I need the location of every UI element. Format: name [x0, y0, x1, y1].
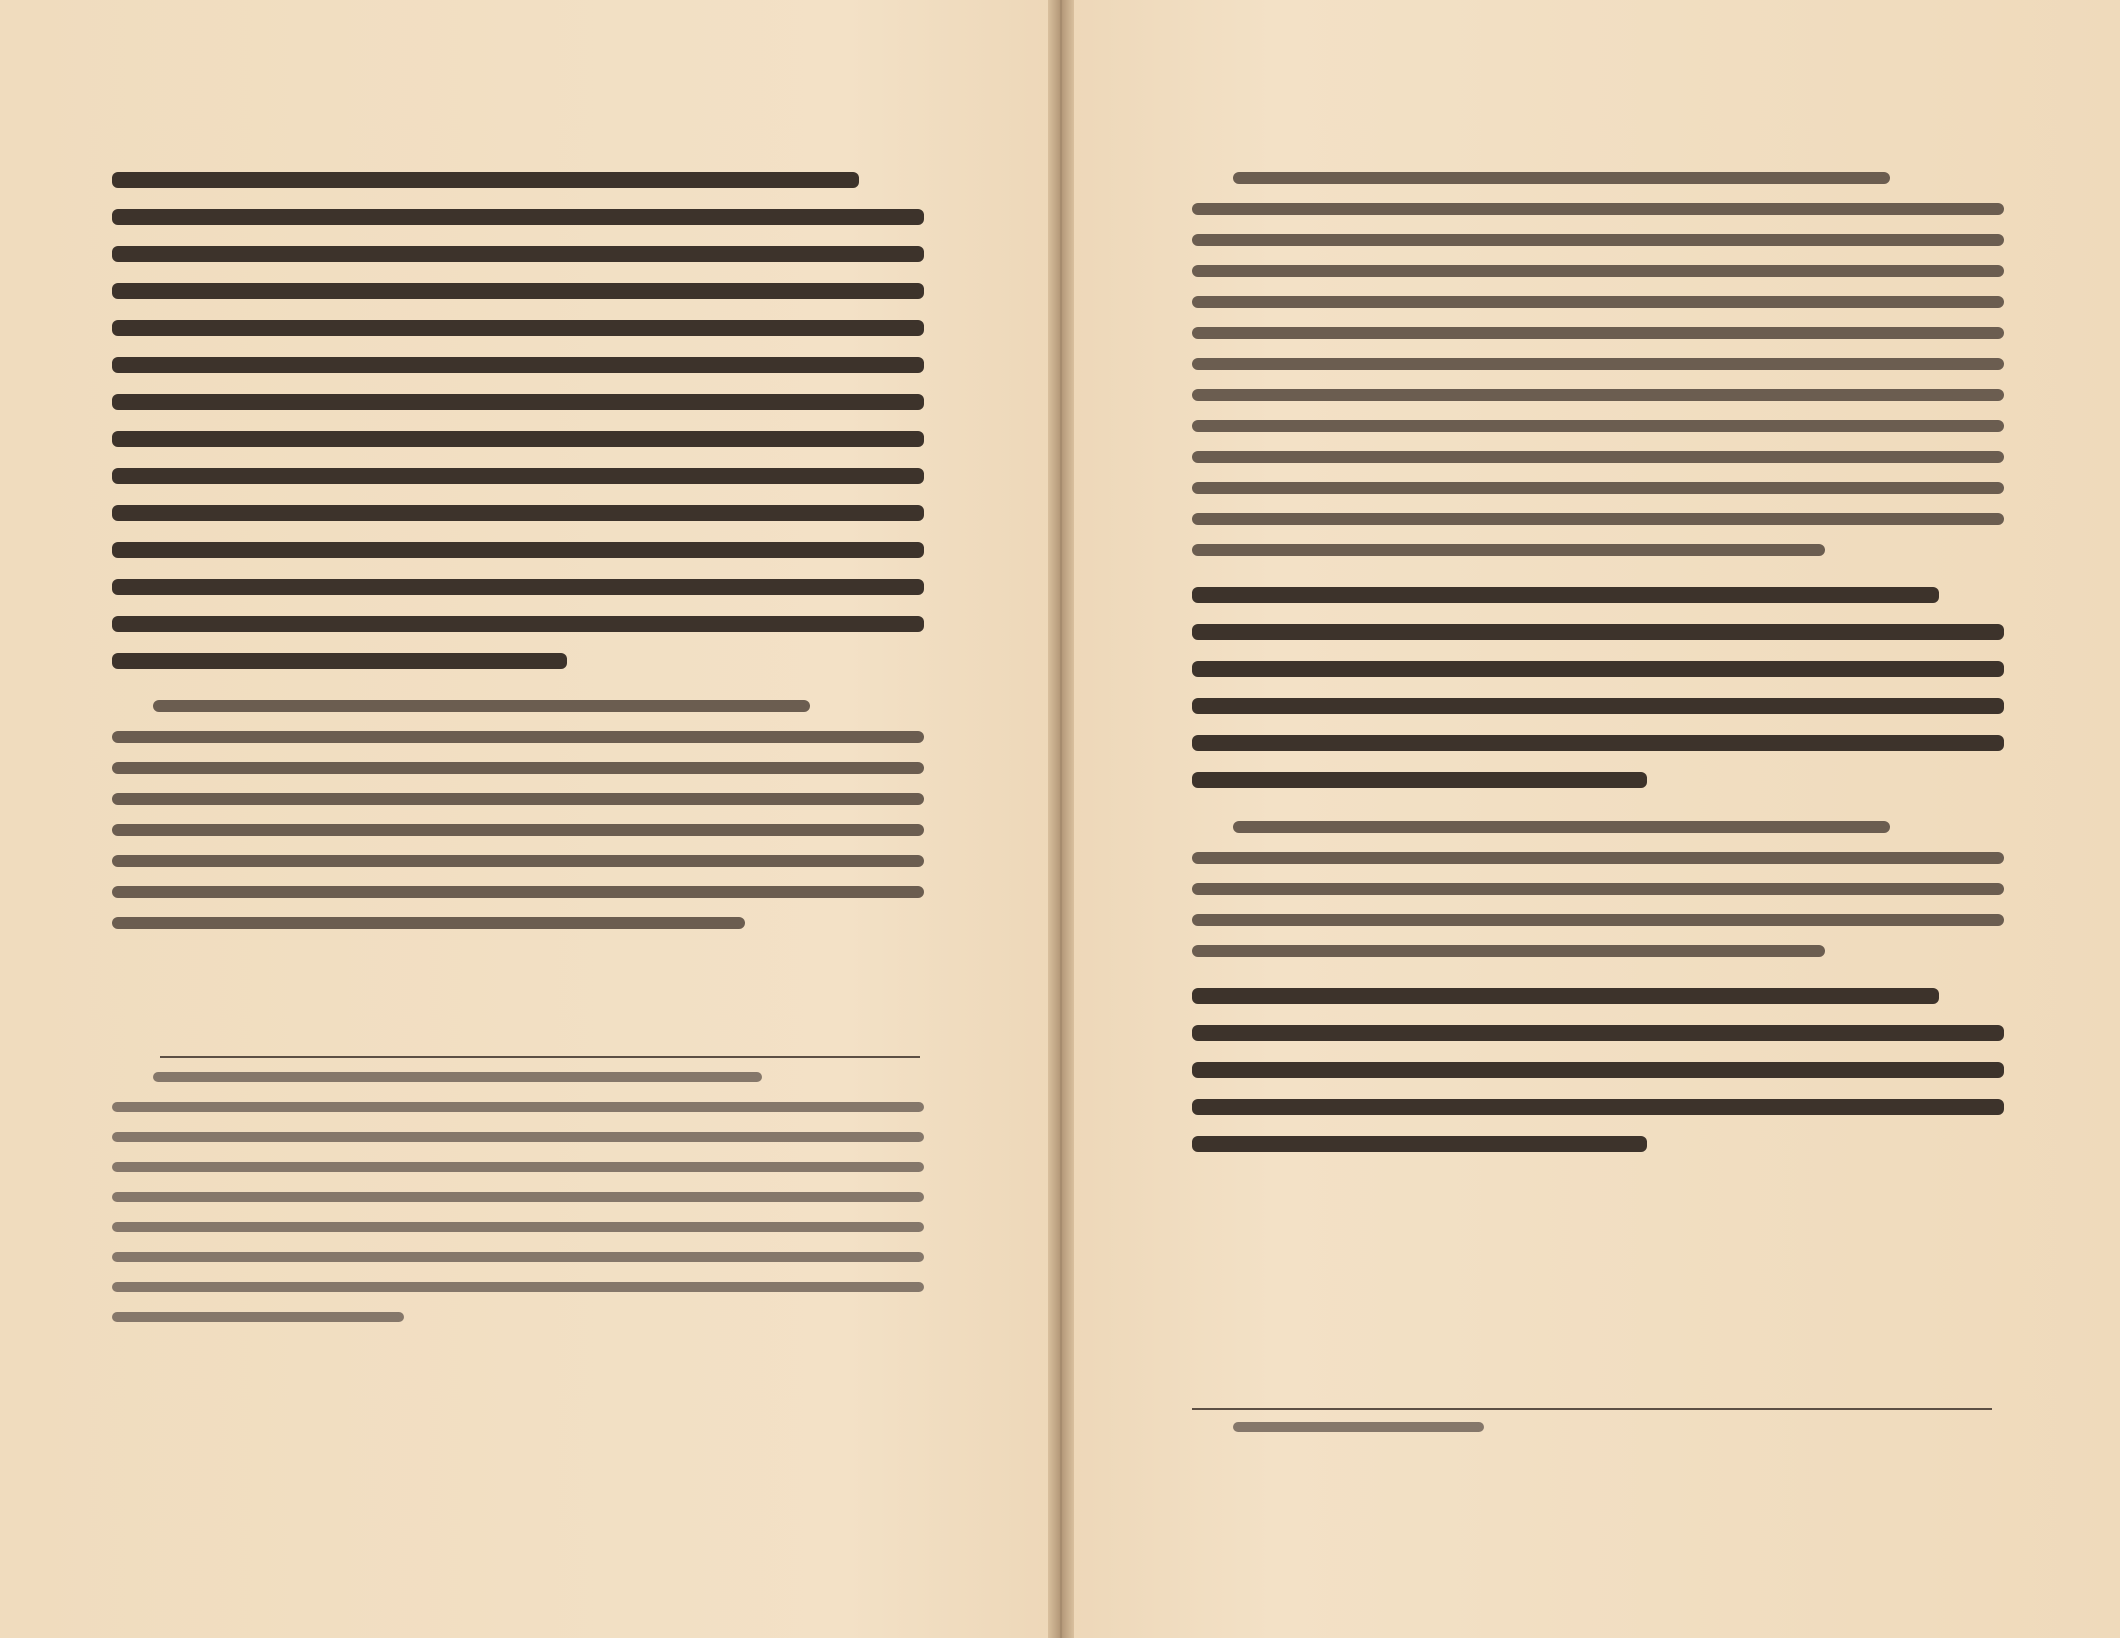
text-line: [112, 1252, 924, 1262]
text-line: [112, 542, 924, 558]
text-line: [1192, 358, 2004, 370]
text-line: [1192, 1062, 2004, 1078]
text-line: [112, 246, 924, 262]
text-line: [112, 824, 924, 836]
text-line: [1233, 172, 1891, 184]
text-line: [112, 505, 924, 521]
text-line: [1192, 513, 2004, 525]
text-line: [112, 320, 924, 336]
right-page: [1074, 0, 2120, 1638]
text-line: [1192, 945, 1825, 957]
text-line: [1192, 327, 2004, 339]
text-line: [112, 468, 924, 484]
text-line: [153, 1072, 762, 1082]
text-line: [1192, 234, 2004, 246]
text-line: [112, 731, 924, 743]
text-line: [112, 1102, 924, 1112]
text-line: [112, 653, 567, 669]
text-line: [112, 762, 924, 774]
text-line: [1192, 1136, 1647, 1152]
text-line: [1192, 698, 2004, 714]
text-line: [112, 283, 924, 299]
text-line: [112, 394, 924, 410]
text-line: [1192, 735, 2004, 751]
text-line: [153, 700, 811, 712]
text-line: [1192, 265, 2004, 277]
text-line: [1192, 1099, 2004, 1115]
text-line: [1233, 1422, 1485, 1432]
text-line: [1192, 988, 1939, 1004]
text-line: [112, 357, 924, 373]
text-line: [1192, 1025, 2004, 1041]
text-line: [112, 1222, 924, 1232]
text-line: [1192, 296, 2004, 308]
text-line: [1192, 389, 2004, 401]
text-line: [1192, 852, 2004, 864]
text-line: [112, 209, 924, 225]
text-line: [112, 1132, 924, 1142]
text-line: [1192, 203, 2004, 215]
text-line: [1192, 482, 2004, 494]
footnote-rule: [1192, 1408, 1992, 1410]
text-line: [112, 886, 924, 898]
text-line: [112, 431, 924, 447]
text-line: [112, 579, 924, 595]
text-line: [112, 172, 859, 188]
text-line: [1192, 587, 1939, 603]
text-line: [112, 1282, 924, 1292]
text-line: [1192, 914, 2004, 926]
text-line: [1192, 624, 2004, 640]
text-line: [112, 1312, 404, 1322]
text-line: [1233, 821, 1891, 833]
text-line: [1192, 661, 2004, 677]
left-page: [0, 0, 1048, 1638]
text-line: [1192, 451, 2004, 463]
text-line: [112, 793, 924, 805]
text-line: [1192, 544, 1825, 556]
text-line: [112, 1192, 924, 1202]
book-gutter: [1048, 0, 1074, 1638]
text-line: [1192, 772, 1647, 788]
text-line: [112, 616, 924, 632]
footnote-rule: [160, 1056, 920, 1058]
text-line: [1192, 883, 2004, 895]
text-line: [112, 917, 745, 929]
text-line: [1192, 420, 2004, 432]
text-line: [112, 1162, 924, 1172]
text-line: [112, 855, 924, 867]
